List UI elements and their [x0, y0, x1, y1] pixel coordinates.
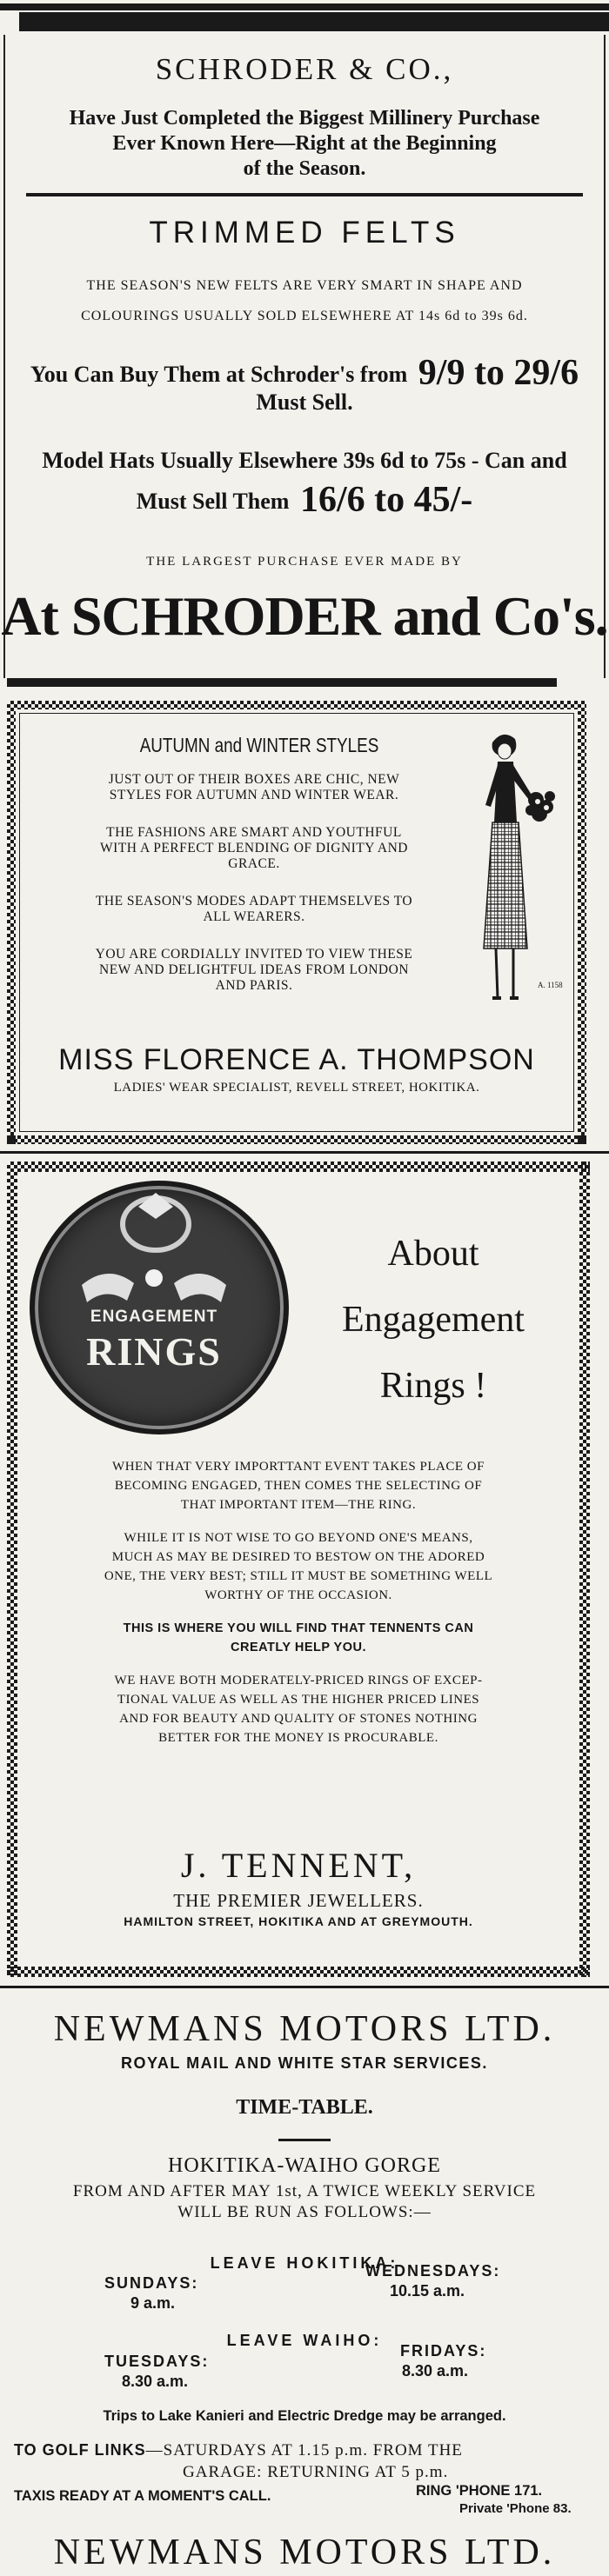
tennent-title	[285, 1221, 581, 1419]
newmans-taxis: TAXIS READY AT A MOMENT'S CALL.	[14, 2488, 271, 2504]
ring-icon	[30, 1181, 278, 1424]
tennent-bottom-rule	[0, 1986, 609, 1988]
thompson-para-line: JUST OUT OF THEIR BOXES ARE CHIC, NEW	[108, 772, 400, 787]
schroder-intro-line: of the Season.	[243, 157, 366, 180]
newmans-private-phone: Private 'Phone 83.	[459, 2501, 572, 2516]
fashion-figure-illustration	[459, 727, 564, 1040]
tennent-line: THAT IMPORTANT ITEM—THE RING.	[180, 1498, 417, 1512]
tennent-line: WHEN THAT VERY IMPORTTANT EVENT TAKES PLACE OF	[112, 1460, 485, 1474]
engagement-rings-badge	[30, 1181, 289, 1434]
sundays-time: 9 a.m.	[130, 2294, 176, 2312]
badge-top-label: ENGAGEMENT	[90, 1308, 218, 1326]
top-border-strip	[0, 3, 609, 10]
illustration-signature: A. 1158	[538, 981, 563, 989]
newmans-name: NEWMANS MOTORS LTD.	[53, 2009, 556, 2049]
thompson-body	[37, 772, 472, 994]
thompson-para-line: WITH A PERFECT BLENDING OF DIGNITY AND	[100, 841, 408, 855]
schroder-buy-sell: Must Sell.	[256, 389, 353, 415]
thompson-para-line: STYLES FOR AUTUMN AND WINTER WEAR.	[109, 788, 399, 802]
newmans-route: HOKITIKA-WAIHO GORGE	[168, 2154, 441, 2177]
golf-links-line	[14, 2441, 463, 2460]
tennent-line: BECOMING ENGAGED, THEN COMES THE SELECTING OF	[114, 1479, 483, 1493]
tennent-border-bottom	[7, 1967, 590, 1977]
thompson-name: MISS FLORENCE A. THOMPSON	[58, 1043, 535, 1076]
thompson-para	[37, 772, 472, 803]
tennent-title-line: About	[387, 1234, 479, 1274]
schroder-model-line2	[0, 476, 609, 518]
badge-bottom-label: RINGS	[86, 1329, 222, 1374]
schroder-slogan: At SCHRODER and Co's.	[1, 585, 608, 647]
thompson-bottom-rule	[0, 1151, 609, 1154]
schroder-felts-line: COLOURINGS USUALLY SOLD ELSEWHERE AT 14s 6d to 39s 6d.	[81, 309, 528, 323]
leave-hokitika-label: LEAVE HOKITIKA:	[210, 2254, 399, 2272]
newmans-phone: RING 'PHONE 171.	[416, 2483, 543, 2499]
tennent-line: WORTHY OF THE OCCASION.	[204, 1588, 392, 1602]
tennent-line: TIONAL VALUE AS WELL AS THE HIGHER PRICED LINES	[117, 1693, 480, 1707]
tennent-tagline: THE PREMIER JEWELLERS.	[173, 1890, 424, 1911]
newmans-notice: FROM AND AFTER MAY 1st, A TWICE WEEKLY SERVICE	[72, 2182, 537, 2200]
schroder-firm-name: SCHRODER & CO.,	[155, 52, 454, 86]
schroder-model-price: 16/6 to 45/-	[299, 480, 473, 520]
tennent-line: WE HAVE BOTH MODERATELY-PRICED RINGS OF EXCEP-	[114, 1674, 483, 1687]
tennent-address: HAMILTON STREET, HOKITIKA AND AT GREYMOUTH.	[124, 1914, 473, 1928]
schroder-felts-line: THE SEASON'S NEW FELTS ARE VERY SMART IN SHAPE AND	[86, 278, 523, 293]
golf-links-label: TO GOLF LINKS	[14, 2441, 146, 2459]
thompson-para-line: YOU ARE CORDIALLY INVITED TO VIEW THESE	[95, 947, 413, 962]
flower-bouquet	[525, 791, 555, 822]
newmans-services: ROYAL MAIL AND WHITE STAR SERVICES.	[121, 2054, 488, 2072]
tennent-para	[35, 1619, 562, 1657]
tennent-line: THIS IS WHERE YOU WILL FIND THAT TENNENTS CAN	[123, 1621, 474, 1635]
newmans-timetable: TIME-TABLE.	[236, 2096, 373, 2119]
schroder-ad	[0, 35, 609, 678]
wednesdays-time: 10.15 a.m.	[390, 2282, 465, 2300]
sundays-label: SUNDAYS:	[104, 2274, 199, 2292]
thompson-border-bottom	[7, 1135, 586, 1144]
tennent-line: BETTER FOR THE MONEY IS PROCURABLE.	[158, 1731, 438, 1745]
thompson-para-line: NEW AND DELIGHTFUL IDEAS FROM LONDON	[99, 962, 409, 977]
tennent-ad	[7, 1162, 590, 1977]
newmans-trips: Trips to Lake Kanieri and Electric Dredge may be arranged.	[103, 2408, 506, 2424]
fridays-label: FRIDAYS:	[400, 2342, 487, 2360]
schroder-buy-price: 9/9 to 29/6	[418, 353, 579, 393]
thompson-para	[37, 894, 472, 925]
schroder-buy-text: You Can Buy Them at Schroder's from	[30, 362, 408, 387]
tennent-line: ONE, THE VERY BEST; STILL IT MUST BE SOMETHING WELL	[104, 1569, 493, 1583]
tennent-name: J. TENNENT,	[180, 1846, 417, 1885]
thompson-para-line: ALL WEARERS.	[203, 909, 305, 924]
schroder-intro-line: Ever Known Here—Right at the Beginning	[112, 132, 497, 155]
thompson-ad	[7, 701, 586, 1144]
newmans-footer-name: NEWMANS MOTORS LTD.	[53, 2533, 556, 2573]
golf-links-return: GARAGE: RETURNING AT 5 p.m.	[183, 2463, 449, 2481]
schroder-buy-line	[0, 349, 609, 391]
thompson-para	[37, 947, 472, 994]
top-rule	[0, 12, 609, 31]
top-rule-edge	[0, 12, 19, 31]
thompson-para-line: THE SEASON'S MODES ADAPT THEMSELVES TO	[95, 894, 413, 909]
newmans-ad	[0, 1991, 609, 2576]
newmans-notice: WILL BE RUN AS FOLLOWS:—	[177, 2203, 432, 2221]
tennent-line: MUCH AS MAY BE DESIRED TO BESTOW ON THE ADORED	[111, 1550, 485, 1564]
tuesdays-label: TUESDAYS:	[104, 2353, 210, 2370]
thompson-para-line: GRACE.	[228, 856, 280, 871]
leave-waiho-label: LEAVE WAIHO:	[226, 2332, 383, 2349]
thompson-address: LADIES' WEAR SPECIALIST, REVELL STREET, HOKITIKA.	[113, 1081, 480, 1095]
tennent-para	[35, 1457, 562, 1514]
tennent-para	[35, 1671, 562, 1747]
schroder-largest: THE LARGEST PURCHASE EVER MADE BY	[146, 555, 463, 569]
thompson-border-top	[7, 701, 586, 709]
thompson-heading: AUTUMN and WINTER STYLES	[139, 734, 379, 756]
tennent-border-top	[7, 1162, 590, 1172]
thompson-border-left	[7, 701, 16, 1144]
golf-links-text: —SATURDAYS AT 1.15 p.m. FROM THE	[145, 2441, 463, 2460]
schroder-model-text: Must Sell Them	[136, 489, 290, 514]
schroder-heading: TRIMMED FELTS	[149, 216, 460, 250]
tennent-body	[35, 1457, 562, 1747]
tennent-title-line: Engagement	[342, 1300, 525, 1340]
wednesdays-label: WEDNESDAYS:	[365, 2262, 501, 2280]
schroder-divider	[26, 193, 583, 196]
tennent-line: AND FOR BEAUTY AND QUALITY OF STONES NOTHING	[119, 1712, 478, 1726]
tennent-title-line: Rings !	[379, 1366, 487, 1406]
tennent-para	[35, 1528, 562, 1605]
thompson-para-line: AND PARIS.	[215, 978, 293, 993]
schroder-bottom-rule	[7, 678, 557, 687]
tennent-line: WHILE IT IS NOT WISE TO GO BEYOND ONE'S MEANS,	[124, 1531, 473, 1545]
tuesdays-time: 8.30 a.m.	[122, 2373, 189, 2390]
thompson-para	[37, 825, 472, 872]
thompson-para-line: THE FASHIONS ARE SMART AND YOUTHFUL	[106, 825, 402, 840]
newmans-short-rule	[278, 2139, 331, 2141]
schroder-model-line: Model Hats Usually Elsewhere 39s 6d to 75s - Can and	[42, 448, 567, 473]
schroder-intro-line: Have Just Completed the Biggest Millinery Purchase	[69, 107, 540, 130]
tennent-line: CREATLY HELP YOU.	[231, 1641, 366, 1654]
thompson-border-right	[578, 701, 586, 1144]
fridays-time: 8.30 a.m.	[402, 2362, 469, 2380]
